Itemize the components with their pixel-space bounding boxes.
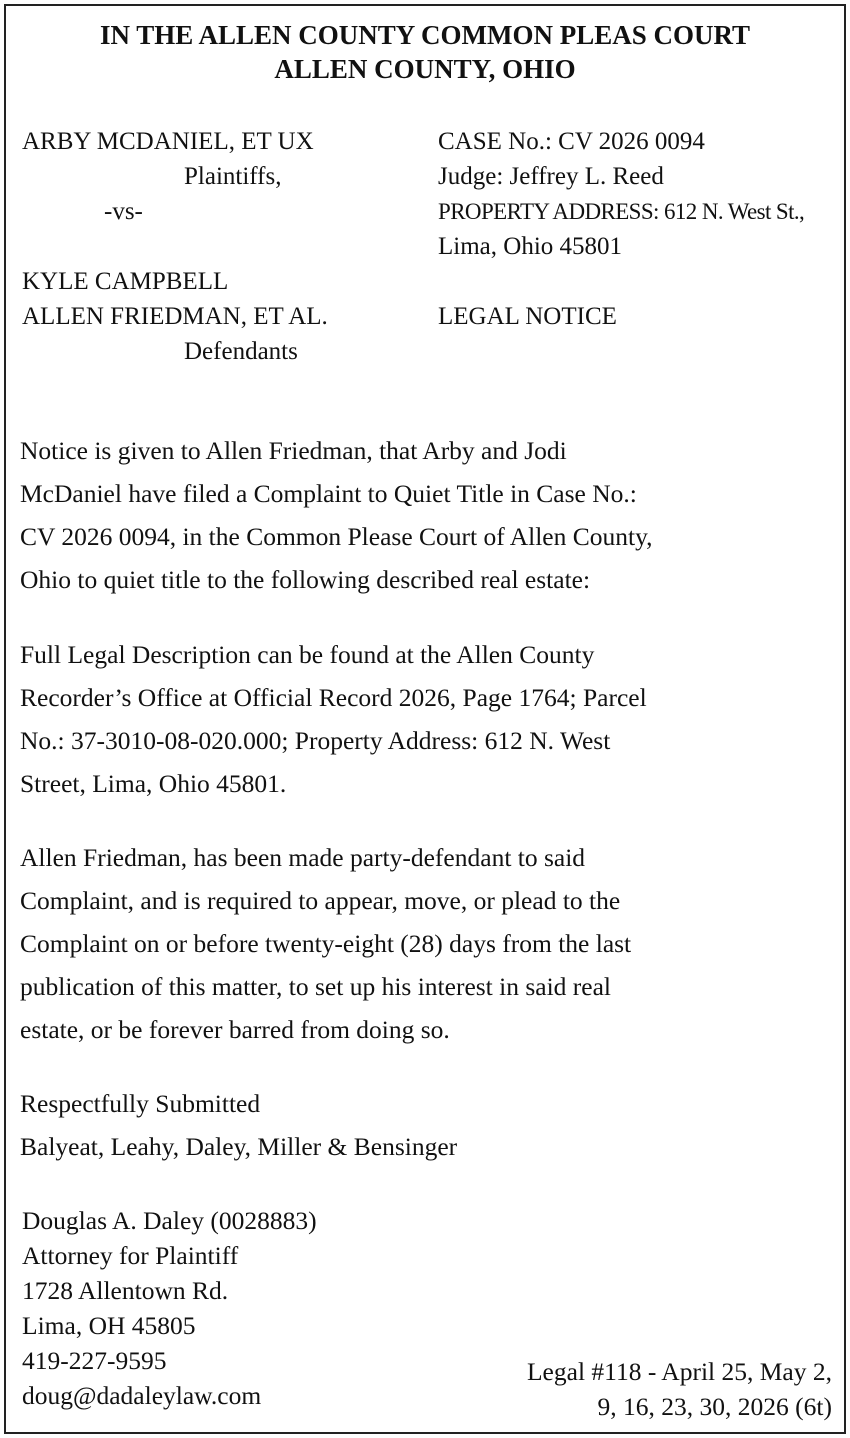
- legal-description-paragraph: [20, 633, 820, 805]
- paragraph-line: Complaint, and is required to appear, move, or plead to the: [20, 886, 621, 915]
- publication-line-1: Legal #118 - April 25, May 2,: [526, 1357, 832, 1386]
- paragraph-line: Full Legal Description can be found at the Allen County: [20, 640, 595, 669]
- signoff-block: [20, 1082, 457, 1168]
- paragraph-line: No.: 37-3010-08-020.000; Property Address: 612 N. West: [20, 726, 611, 755]
- paragraph-line: Street, Lima, Ohio 45801.: [20, 769, 287, 798]
- law-firm-name: Balyeat, Leahy, Daley, Miller & Bensinger: [20, 1132, 458, 1161]
- attorney-role: Attorney for Plaintiff: [22, 1241, 239, 1270]
- case-caption-details: [438, 124, 804, 334]
- attorney-street: 1728 Allentown Rd.: [22, 1276, 229, 1305]
- attorney-name: Douglas A. Daley (0028883): [22, 1206, 317, 1235]
- court-header: [0, 18, 850, 86]
- paragraph-line: publication of this matter, to set up his interest in said real: [20, 972, 612, 1001]
- paragraph-line: Ohio to quiet title to the following described real estate:: [20, 565, 591, 594]
- case-number: CASE No.: CV 2026 0094: [438, 128, 705, 155]
- paragraph-line: Recorder’s Office at Official Record 2026, Page 1764; Parcel: [20, 683, 647, 712]
- notice-type: LEGAL NOTICE: [438, 303, 617, 330]
- paragraph-line: Notice is given to Allen Friedman, that Arby and Jodi: [20, 436, 567, 465]
- publication-line-2: 9, 16, 23, 30, 2026 (6t): [597, 1392, 832, 1421]
- versus-label: -vs-: [104, 198, 143, 225]
- attorney-phone: 419-227-9595: [22, 1346, 167, 1375]
- property-address-line-1: PROPERTY ADDRESS: 612 N. West St.,: [438, 199, 805, 224]
- court-name: IN THE ALLEN COUNTY COMMON PLEAS COURT: [99, 20, 751, 50]
- publication-info: [527, 1354, 832, 1424]
- paragraph-line: CV 2026 0094, in the Common Please Court of Allen County,: [20, 522, 653, 551]
- paragraph-line: estate, or be forever barred from doing so.: [20, 1015, 450, 1044]
- closing-text: Respectfully Submitted: [20, 1089, 261, 1118]
- plaintiffs-label: Plaintiffs,: [184, 163, 282, 190]
- defendant-name-1: KYLE CAMPBELL: [22, 268, 229, 295]
- paragraph-line: Allen Friedman, has been made party-defendant to said: [20, 843, 586, 872]
- plaintiff-names: ARBY MCDANIEL, ET UX: [22, 128, 314, 155]
- property-address-line-2: Lima, Ohio 45801: [438, 233, 623, 260]
- caption-spacer: [438, 264, 804, 299]
- attorney-contact-block: [22, 1203, 317, 1413]
- attorney-email: doug@dadaleylaw.com: [22, 1381, 262, 1410]
- defendant-name-2: ALLEN FRIEDMAN, ET AL.: [22, 303, 328, 330]
- paragraph-line: Complaint on or before twenty-eight (28) days from the last: [20, 929, 632, 958]
- court-county: ALLEN COUNTY, OHIO: [274, 54, 576, 84]
- caption-spacer: [22, 229, 328, 264]
- defendants-label: Defendants: [184, 338, 298, 365]
- paragraph-line: McDaniel have filed a Complaint to Quiet Title in Case No.:: [20, 479, 637, 508]
- judge-name: Judge: Jeffrey L. Reed: [438, 163, 664, 190]
- requirement-paragraph: [20, 836, 820, 1051]
- notice-paragraph-1: [20, 429, 820, 601]
- attorney-city: Lima, OH 45805: [22, 1311, 196, 1340]
- case-caption-parties: [22, 124, 328, 369]
